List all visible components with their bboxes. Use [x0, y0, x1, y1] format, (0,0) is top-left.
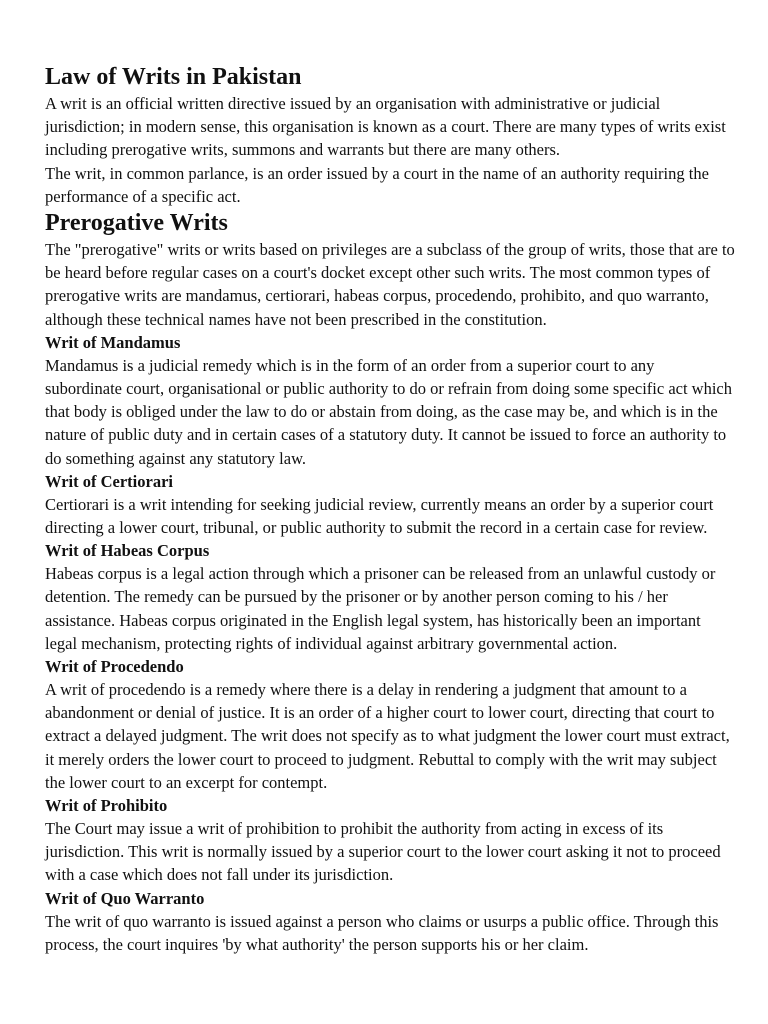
- intro-paragraph-2: The writ, in common parlance, is an order issued by a court in the name of an authority requiring the performance of a specific act.: [45, 163, 709, 206]
- page-title: Law of Writs in Pakistan: [45, 64, 302, 90]
- procedendo-paragraph: A writ of procedendo is a remedy where there is a delay in rendering a judgment that amount to a abandonment or denial of justice. It is an order of a higher court to lower court, directing that court to extract a delayed judgment. The writ does not specify as to what judgment the lower court must extract, it merely orders the lower court to proceed to judgment. Rebuttal to comply with the writ may subject the lower court to an excerpt for contempt.: [45, 680, 730, 792]
- section-heading-procedendo: Writ of Procedendo: [45, 657, 184, 677]
- quo-warranto-paragraph: The writ of quo warranto is issued against a person who claims or usurps a public office. Through this process, the court inquires 'by what authority' the person supports his or her claim.: [45, 911, 719, 954]
- section-heading-habeas-corpus: Writ of Habeas Corpus: [45, 541, 210, 561]
- habeas-corpus-paragraph: Habeas corpus is a legal action through which a prisoner can be released from an unlawful custody or detention. The remedy can be pursued by the prisoner or by another person coming to his / her assistance. Habeas corpus originated in the English legal system, has historically been an important legal mechanism, protecting rights of individual against arbitrary governmental action.: [45, 564, 716, 653]
- intro-paragraph-1: A writ is an official written directive issued by an organisation with administrative or judicial jurisdiction; in modern sense, this organisation is known as a court. There are many types of writs exist including prerogative writs, summons and warrants but there are many others.: [45, 94, 726, 160]
- certiorari-paragraph: Certiorari is a writ intending for seeking judicial review, currently means an order by a superior court directing a lower court, tribunal, or public authority to submit the record in a certain case for review.: [45, 494, 714, 538]
- document-page: [45, 62, 735, 956]
- section-heading-quo-warranto: Writ of Quo Warranto: [45, 888, 205, 908]
- prerogative-writs-paragraph: The "prerogative" writs or writs based on privileges are a subclass of the group of writs, those that are to be heard before regular cases on a court's docket except other such writs. The most common types of prerogative writs are mandamus, certiorari, habeas corpus, procedendo, prohibito, and quo warranto, although these technical names have not been prescribed in the constitution.: [45, 240, 735, 329]
- section-heading-mandamus: Writ of Mandamus: [45, 332, 181, 352]
- prohibito-paragraph: The Court may issue a writ of prohibition to prohibit the authority from acting in excess of its jurisdiction. This writ is normally issued by a superior court to the lower court asking it not to proceed with a case which does not fall under its jurisdiction.: [45, 819, 721, 885]
- section-heading-certiorari: Writ of Certiorari: [45, 471, 173, 491]
- section-heading-prohibito: Writ of Prohibito: [45, 796, 168, 816]
- mandamus-paragraph: Mandamus is a judicial remedy which is in the form of an order from a superior court to any subordinate court, organisational or public authority to do or refrain from doing some specific act which that body is obliged under the law to do or abstain from doing, as the case may be, and which is in the nature of public duty and in certain cases of a statutory duty. It cannot be issued to force an authority to do something against any statutory law.: [45, 355, 733, 468]
- section-heading-prerogative-writs: Prerogative Writs: [45, 210, 228, 237]
